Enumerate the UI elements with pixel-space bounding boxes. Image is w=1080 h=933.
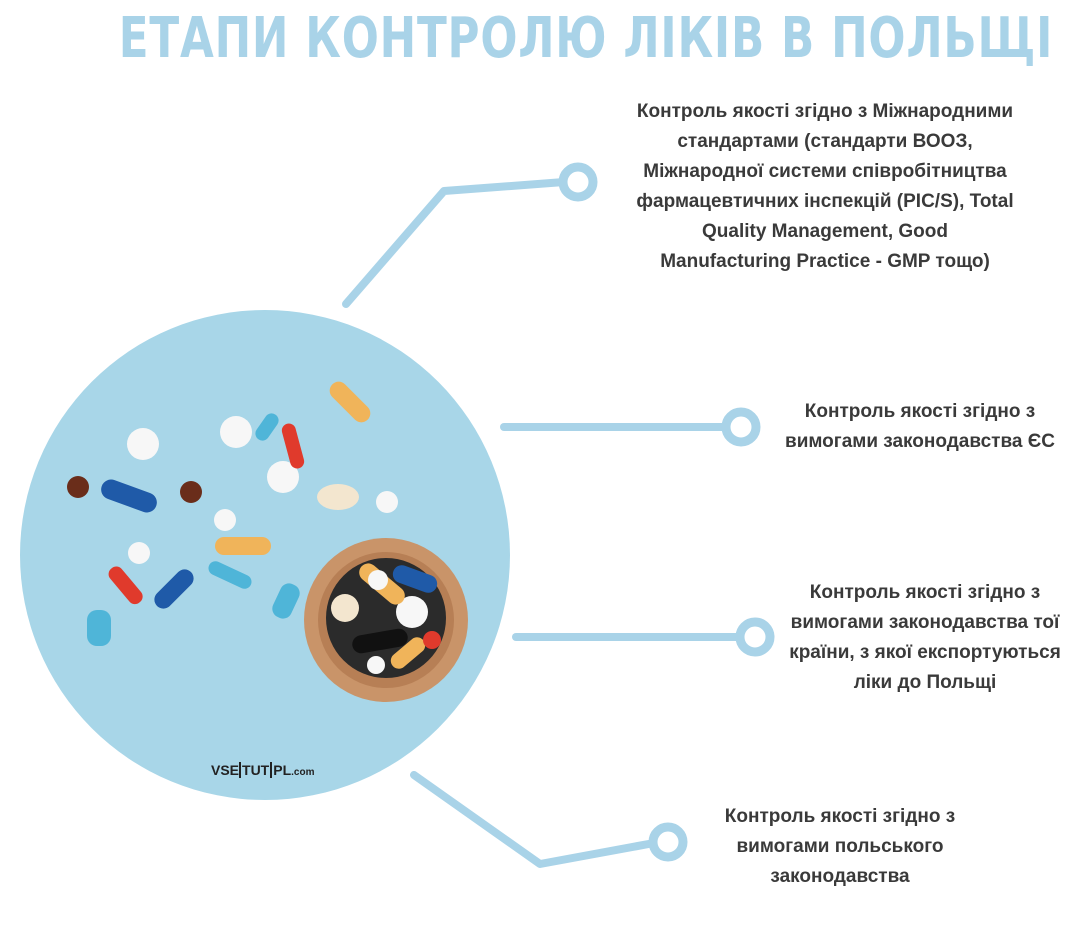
connector-1 [346, 182, 564, 304]
connector-node-2 [726, 412, 756, 442]
vsetutpl-logo: VSE TUT PL.com [211, 762, 315, 778]
stage-3-text: Контроль якості згідно з вимогами законодавства тої країни, з якої експортуються ліки до Польщі [789, 582, 1061, 693]
page-title: ЕТАПИ КОНТРОЛЮ ЛІКІВ В ПОЛЬЩІ [118, 6, 1054, 71]
stage-4-text: Контроль якості згідно з вимогами польського законодавства [724, 806, 956, 887]
connector-node-1 [563, 167, 593, 197]
connector-node-4 [653, 827, 683, 857]
stage-2-text: Контроль якості згідно з вимогами законодавства ЄС [785, 401, 1055, 452]
connector-4 [414, 775, 654, 864]
pills-photo-circle [20, 310, 510, 800]
stage-1-text: Контроль якості згідно з Міжнародними стандартами (стандарти ВООЗ, Міжнародної системи співробітництва фармацевтичних інспекцій (PIC/S), Total Quality Management, Good Manufacturing Practice - GMP тощо) [636, 101, 1014, 272]
connector-node-3 [740, 622, 770, 652]
